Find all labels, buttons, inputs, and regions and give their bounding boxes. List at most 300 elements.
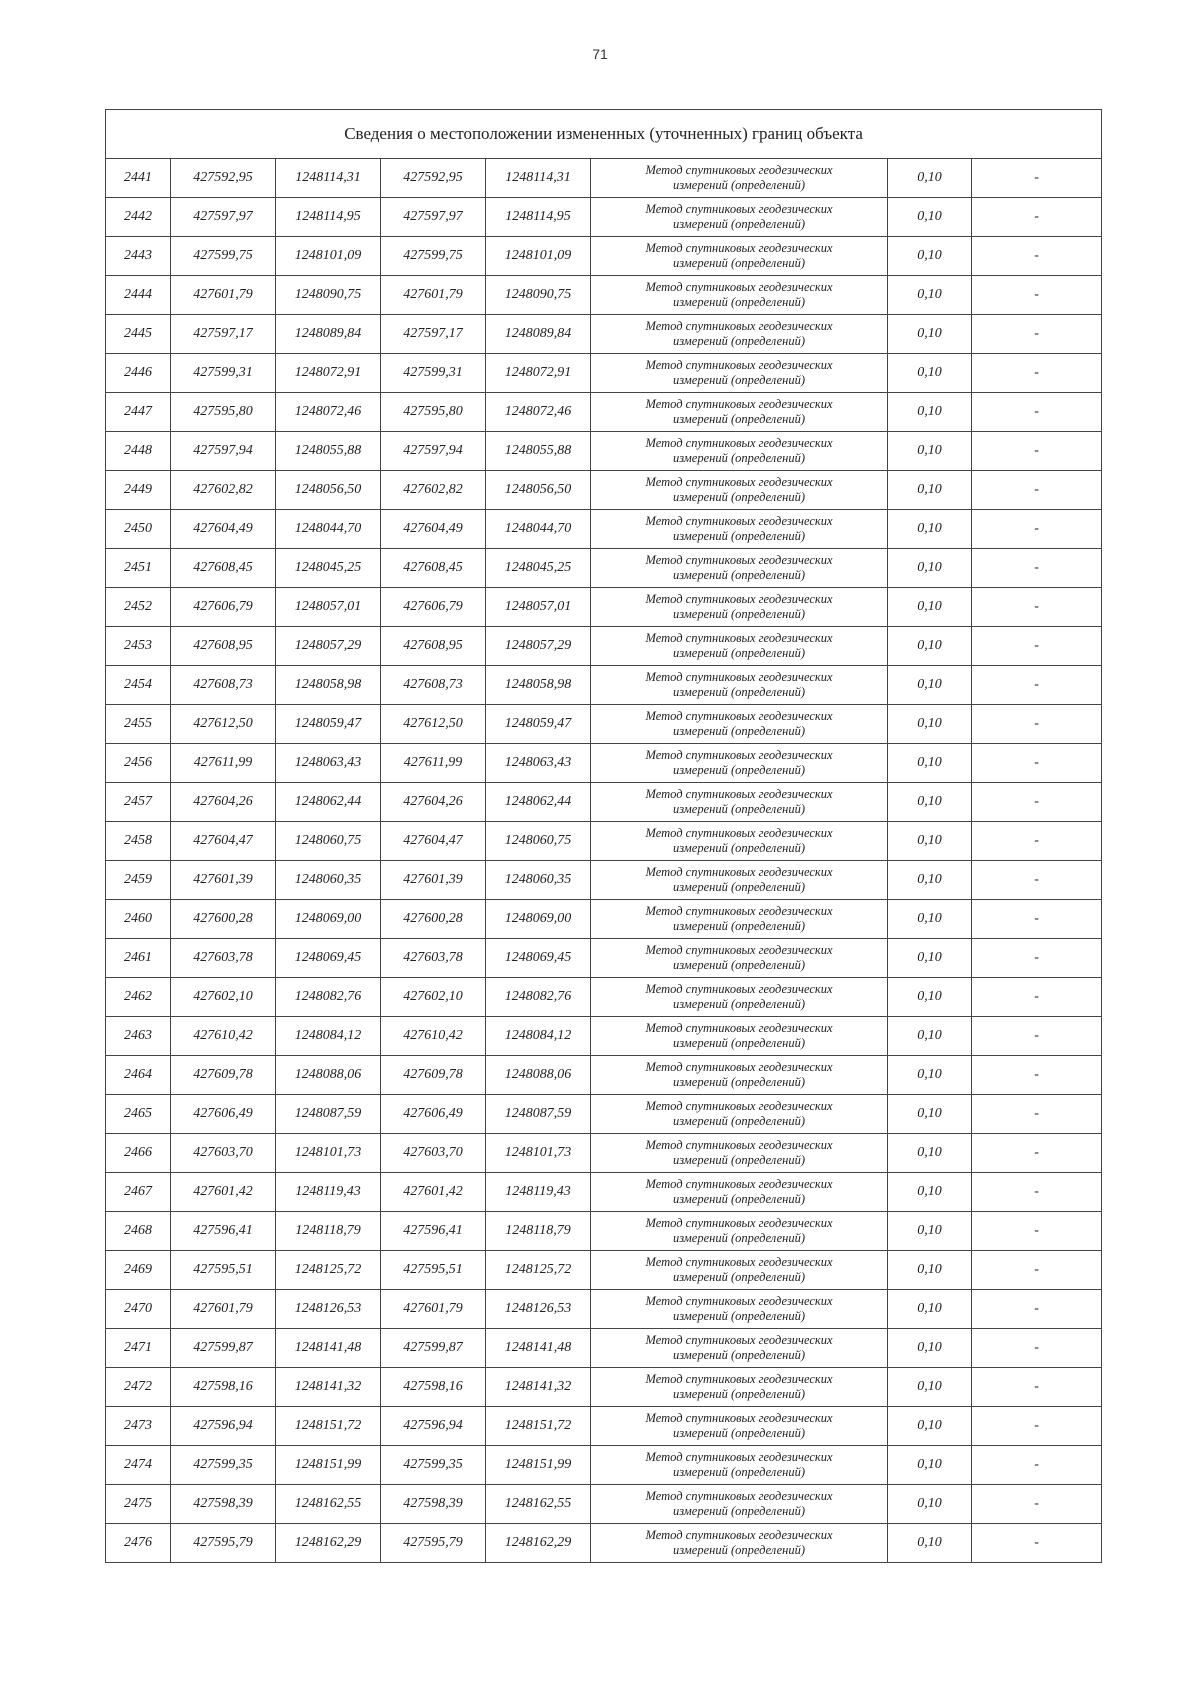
y-existing-cell: 1248056,50	[276, 471, 381, 510]
method-line1: Метод спутниковых геодезических	[645, 1372, 833, 1386]
y-new-cell: 1248090,75	[486, 276, 591, 315]
y-new-cell: 1248044,70	[486, 510, 591, 549]
x-new-cell: 427611,99	[381, 744, 486, 783]
table-row	[106, 978, 1102, 1017]
y-existing-cell: 1248090,75	[276, 276, 381, 315]
y-existing-cell: 1248072,91	[276, 354, 381, 393]
method-line2: измерений (определений)	[672, 1387, 805, 1401]
y-existing-cell: 1248162,55	[276, 1485, 381, 1524]
x-existing-cell: 427603,78	[171, 939, 276, 978]
table-row	[106, 471, 1102, 510]
point-number-cell: 2468	[106, 1212, 171, 1251]
method-line1: Метод спутниковых геодезических	[645, 1333, 833, 1347]
method-line1: Метод спутниковых геодезических	[645, 865, 833, 879]
method-cell	[591, 1407, 888, 1446]
method-cell	[591, 588, 888, 627]
y-existing-cell: 1248114,95	[276, 198, 381, 237]
x-existing-cell: 427603,70	[171, 1134, 276, 1173]
method-cell	[591, 705, 888, 744]
y-existing-cell: 1248062,44	[276, 783, 381, 822]
method-line1: Метод спутниковых геодезических	[645, 163, 833, 177]
point-number-cell: 2457	[106, 783, 171, 822]
method-line2: измерений (определений)	[672, 1543, 805, 1557]
x-existing-cell: 427606,79	[171, 588, 276, 627]
method-line1: Метод спутниковых геодезических	[645, 826, 833, 840]
method-line1: Метод спутниковых геодезических	[645, 397, 833, 411]
y-new-cell: 1248114,95	[486, 198, 591, 237]
x-new-cell: 427601,79	[381, 276, 486, 315]
method-line1: Метод спутниковых геодезических	[645, 1138, 833, 1152]
method-cell	[591, 393, 888, 432]
method-line2: измерений (определений)	[672, 1075, 805, 1089]
y-new-cell: 1248060,75	[486, 822, 591, 861]
note-cell: -	[972, 1524, 1102, 1563]
method-cell	[591, 744, 888, 783]
x-new-cell: 427599,87	[381, 1329, 486, 1368]
table-row	[106, 1017, 1102, 1056]
accuracy-cell: 0,10	[888, 705, 972, 744]
y-existing-cell: 1248126,53	[276, 1290, 381, 1329]
x-new-cell: 427610,42	[381, 1017, 486, 1056]
point-number-cell: 2465	[106, 1095, 171, 1134]
note-cell: -	[972, 1095, 1102, 1134]
accuracy-cell: 0,10	[888, 354, 972, 393]
point-number-cell: 2444	[106, 276, 171, 315]
y-new-cell: 1248125,72	[486, 1251, 591, 1290]
method-line2: измерений (определений)	[672, 451, 805, 465]
table-row	[106, 588, 1102, 627]
method-cell	[591, 1446, 888, 1485]
x-new-cell: 427602,82	[381, 471, 486, 510]
table-row	[106, 822, 1102, 861]
note-cell: -	[972, 978, 1102, 1017]
note-cell: -	[972, 1407, 1102, 1446]
note-cell: -	[972, 1212, 1102, 1251]
method-line2: измерений (определений)	[672, 763, 805, 777]
method-line2: измерений (определений)	[672, 1036, 805, 1050]
method-line1: Метод спутниковых геодезических	[645, 1255, 833, 1269]
note-cell: -	[972, 861, 1102, 900]
x-existing-cell: 427608,95	[171, 627, 276, 666]
method-cell	[591, 978, 888, 1017]
method-cell	[591, 861, 888, 900]
method-line2: измерений (определений)	[672, 295, 805, 309]
note-cell: -	[972, 1290, 1102, 1329]
point-number-cell: 2473	[106, 1407, 171, 1446]
y-existing-cell: 1248057,29	[276, 627, 381, 666]
point-number-cell: 2455	[106, 705, 171, 744]
point-number-cell: 2464	[106, 1056, 171, 1095]
point-number-cell: 2470	[106, 1290, 171, 1329]
method-line2: измерений (определений)	[672, 1192, 805, 1206]
method-cell	[591, 510, 888, 549]
method-line1: Метод спутниковых геодезических	[645, 1060, 833, 1074]
y-existing-cell: 1248101,09	[276, 237, 381, 276]
method-line2: измерений (определений)	[672, 217, 805, 231]
y-existing-cell: 1248055,88	[276, 432, 381, 471]
x-existing-cell: 427596,94	[171, 1407, 276, 1446]
method-line2: измерений (определений)	[672, 1465, 805, 1479]
y-new-cell: 1248059,47	[486, 705, 591, 744]
note-cell: -	[972, 939, 1102, 978]
x-existing-cell: 427599,31	[171, 354, 276, 393]
method-line1: Метод спутниковых геодезических	[645, 1216, 833, 1230]
note-cell: -	[972, 198, 1102, 237]
x-existing-cell: 427606,49	[171, 1095, 276, 1134]
method-line2: измерений (определений)	[672, 802, 805, 816]
accuracy-cell: 0,10	[888, 627, 972, 666]
y-new-cell: 1248118,79	[486, 1212, 591, 1251]
y-existing-cell: 1248101,73	[276, 1134, 381, 1173]
x-new-cell: 427599,35	[381, 1446, 486, 1485]
point-number-cell: 2474	[106, 1446, 171, 1485]
point-number-cell: 2441	[106, 159, 171, 198]
method-line2: измерений (определений)	[672, 1504, 805, 1518]
x-new-cell: 427595,79	[381, 1524, 486, 1563]
point-number-cell: 2456	[106, 744, 171, 783]
table-row	[106, 783, 1102, 822]
method-line1: Метод спутниковых геодезических	[645, 1021, 833, 1035]
x-new-cell: 427606,79	[381, 588, 486, 627]
y-new-cell: 1248082,76	[486, 978, 591, 1017]
method-cell	[591, 159, 888, 198]
y-new-cell: 1248058,98	[486, 666, 591, 705]
method-line1: Метод спутниковых геодезических	[645, 592, 833, 606]
x-existing-cell: 427611,99	[171, 744, 276, 783]
y-new-cell: 1248056,50	[486, 471, 591, 510]
table-row	[106, 861, 1102, 900]
note-cell: -	[972, 627, 1102, 666]
x-new-cell: 427601,79	[381, 1290, 486, 1329]
y-new-cell: 1248062,44	[486, 783, 591, 822]
x-existing-cell: 427601,42	[171, 1173, 276, 1212]
method-cell	[591, 939, 888, 978]
method-line1: Метод спутниковых геодезических	[645, 514, 833, 528]
note-cell: -	[972, 1251, 1102, 1290]
table-row	[106, 744, 1102, 783]
y-existing-cell: 1248088,06	[276, 1056, 381, 1095]
table-row	[106, 237, 1102, 276]
note-cell: -	[972, 705, 1102, 744]
table-row	[106, 1485, 1102, 1524]
note-cell: -	[972, 237, 1102, 276]
point-number-cell: 2467	[106, 1173, 171, 1212]
x-existing-cell: 427604,47	[171, 822, 276, 861]
y-existing-cell: 1248060,35	[276, 861, 381, 900]
accuracy-cell: 0,10	[888, 861, 972, 900]
method-line1: Метод спутниковых геодезических	[645, 787, 833, 801]
method-cell	[591, 1095, 888, 1134]
table-row	[106, 1446, 1102, 1485]
table-row	[106, 276, 1102, 315]
x-new-cell: 427592,95	[381, 159, 486, 198]
table-row	[106, 354, 1102, 393]
y-new-cell: 1248162,55	[486, 1485, 591, 1524]
y-existing-cell: 1248087,59	[276, 1095, 381, 1134]
point-number-cell: 2466	[106, 1134, 171, 1173]
method-line2: измерений (определений)	[672, 685, 805, 699]
y-existing-cell: 1248141,48	[276, 1329, 381, 1368]
method-line1: Метод спутниковых геодезических	[645, 1177, 833, 1191]
method-line1: Метод спутниковых геодезических	[645, 280, 833, 294]
method-line1: Метод спутниковых геодезических	[645, 319, 833, 333]
note-cell: -	[972, 393, 1102, 432]
table-row	[106, 1407, 1102, 1446]
x-existing-cell: 427601,79	[171, 1290, 276, 1329]
point-number-cell: 2460	[106, 900, 171, 939]
y-existing-cell: 1248151,99	[276, 1446, 381, 1485]
point-number-cell: 2472	[106, 1368, 171, 1407]
method-line2: измерений (определений)	[672, 256, 805, 270]
y-new-cell: 1248141,32	[486, 1368, 591, 1407]
y-new-cell: 1248151,99	[486, 1446, 591, 1485]
y-existing-cell: 1248118,79	[276, 1212, 381, 1251]
x-new-cell: 427596,41	[381, 1212, 486, 1251]
note-cell: -	[972, 1329, 1102, 1368]
accuracy-cell: 0,10	[888, 1524, 972, 1563]
method-line2: измерений (определений)	[672, 568, 805, 582]
x-new-cell: 427608,73	[381, 666, 486, 705]
table-row	[106, 627, 1102, 666]
accuracy-cell: 0,10	[888, 159, 972, 198]
x-new-cell: 427597,17	[381, 315, 486, 354]
x-new-cell: 427596,94	[381, 1407, 486, 1446]
point-number-cell: 2449	[106, 471, 171, 510]
note-cell: -	[972, 471, 1102, 510]
accuracy-cell: 0,10	[888, 588, 972, 627]
method-cell	[591, 1251, 888, 1290]
x-new-cell: 427604,47	[381, 822, 486, 861]
note-cell: -	[972, 900, 1102, 939]
point-number-cell: 2448	[106, 432, 171, 471]
method-line2: измерений (определений)	[672, 841, 805, 855]
method-line2: измерений (определений)	[672, 334, 805, 348]
table-row	[106, 1095, 1102, 1134]
method-line1: Метод спутниковых геодезических	[645, 631, 833, 645]
x-existing-cell: 427608,45	[171, 549, 276, 588]
method-line1: Метод спутниковых геодезических	[645, 670, 833, 684]
x-existing-cell: 427595,79	[171, 1524, 276, 1563]
x-new-cell: 427608,95	[381, 627, 486, 666]
point-number-cell: 2469	[106, 1251, 171, 1290]
note-cell: -	[972, 1485, 1102, 1524]
accuracy-cell: 0,10	[888, 1056, 972, 1095]
point-number-cell: 2459	[106, 861, 171, 900]
x-existing-cell: 427598,39	[171, 1485, 276, 1524]
method-line1: Метод спутниковых геодезических	[645, 1294, 833, 1308]
method-line2: измерений (определений)	[672, 1231, 805, 1245]
point-number-cell: 2446	[106, 354, 171, 393]
table-row	[106, 666, 1102, 705]
y-existing-cell: 1248084,12	[276, 1017, 381, 1056]
y-existing-cell: 1248141,32	[276, 1368, 381, 1407]
x-existing-cell: 427600,28	[171, 900, 276, 939]
point-number-cell: 2462	[106, 978, 171, 1017]
method-cell	[591, 315, 888, 354]
method-line2: измерений (определений)	[672, 1270, 805, 1284]
accuracy-cell: 0,10	[888, 939, 972, 978]
method-line2: измерений (определений)	[672, 1153, 805, 1167]
accuracy-cell: 0,10	[888, 1368, 972, 1407]
method-cell	[591, 1290, 888, 1329]
x-new-cell: 427601,42	[381, 1173, 486, 1212]
x-new-cell: 427599,75	[381, 237, 486, 276]
accuracy-cell: 0,10	[888, 549, 972, 588]
method-cell	[591, 1017, 888, 1056]
method-line2: измерений (определений)	[672, 1309, 805, 1323]
point-number-cell: 2475	[106, 1485, 171, 1524]
note-cell: -	[972, 510, 1102, 549]
table-row	[106, 1173, 1102, 1212]
x-new-cell: 427601,39	[381, 861, 486, 900]
method-cell	[591, 1134, 888, 1173]
x-existing-cell: 427599,87	[171, 1329, 276, 1368]
point-number-cell: 2452	[106, 588, 171, 627]
point-number-cell: 2451	[106, 549, 171, 588]
method-line2: измерений (определений)	[672, 724, 805, 738]
method-line1: Метод спутниковых геодезических	[645, 748, 833, 762]
method-line1: Метод спутниковых геодезических	[645, 475, 833, 489]
point-number-cell: 2458	[106, 822, 171, 861]
method-line2: измерений (определений)	[672, 607, 805, 621]
y-existing-cell: 1248114,31	[276, 159, 381, 198]
y-existing-cell: 1248119,43	[276, 1173, 381, 1212]
accuracy-cell: 0,10	[888, 510, 972, 549]
table-row	[106, 1524, 1102, 1563]
method-cell	[591, 783, 888, 822]
x-existing-cell: 427597,97	[171, 198, 276, 237]
accuracy-cell: 0,10	[888, 744, 972, 783]
method-line2: измерений (определений)	[672, 1348, 805, 1362]
x-new-cell: 427598,16	[381, 1368, 486, 1407]
table-row	[106, 900, 1102, 939]
x-new-cell: 427606,49	[381, 1095, 486, 1134]
accuracy-cell: 0,10	[888, 1485, 972, 1524]
x-existing-cell: 427602,10	[171, 978, 276, 1017]
method-cell	[591, 1524, 888, 1563]
x-existing-cell: 427608,73	[171, 666, 276, 705]
table-row	[106, 939, 1102, 978]
accuracy-cell: 0,10	[888, 198, 972, 237]
method-cell	[591, 237, 888, 276]
method-line2: измерений (определений)	[672, 958, 805, 972]
table-row	[106, 1290, 1102, 1329]
y-existing-cell: 1248045,25	[276, 549, 381, 588]
y-new-cell: 1248072,91	[486, 354, 591, 393]
accuracy-cell: 0,10	[888, 822, 972, 861]
x-existing-cell: 427612,50	[171, 705, 276, 744]
x-new-cell: 427598,39	[381, 1485, 486, 1524]
x-new-cell: 427602,10	[381, 978, 486, 1017]
point-number-cell: 2442	[106, 198, 171, 237]
note-cell: -	[972, 1446, 1102, 1485]
y-new-cell: 1248101,73	[486, 1134, 591, 1173]
note-cell: -	[972, 1134, 1102, 1173]
method-line1: Метод спутниковых геодезических	[645, 553, 833, 567]
x-new-cell: 427595,51	[381, 1251, 486, 1290]
method-cell	[591, 822, 888, 861]
method-line1: Метод спутниковых геодезических	[645, 241, 833, 255]
point-number-cell: 2476	[106, 1524, 171, 1563]
accuracy-cell: 0,10	[888, 666, 972, 705]
method-cell	[591, 1329, 888, 1368]
note-cell: -	[972, 783, 1102, 822]
x-new-cell: 427604,49	[381, 510, 486, 549]
x-existing-cell: 427599,75	[171, 237, 276, 276]
method-line1: Метод спутниковых геодезических	[645, 1528, 833, 1542]
method-line2: измерений (определений)	[672, 919, 805, 933]
y-new-cell: 1248087,59	[486, 1095, 591, 1134]
method-line1: Метод спутниковых геодезических	[645, 904, 833, 918]
y-existing-cell: 1248082,76	[276, 978, 381, 1017]
accuracy-cell: 0,10	[888, 978, 972, 1017]
y-new-cell: 1248101,09	[486, 237, 591, 276]
x-existing-cell: 427592,95	[171, 159, 276, 198]
table-row	[106, 198, 1102, 237]
y-existing-cell: 1248063,43	[276, 744, 381, 783]
method-line1: Метод спутниковых геодезических	[645, 436, 833, 450]
y-new-cell: 1248072,46	[486, 393, 591, 432]
table-row	[106, 1329, 1102, 1368]
method-line2: измерений (определений)	[672, 412, 805, 426]
y-new-cell: 1248045,25	[486, 549, 591, 588]
method-line2: измерений (определений)	[672, 373, 805, 387]
x-new-cell: 427595,80	[381, 393, 486, 432]
accuracy-cell: 0,10	[888, 1134, 972, 1173]
method-line1: Метод спутниковых геодезических	[645, 982, 833, 996]
y-existing-cell: 1248060,75	[276, 822, 381, 861]
method-cell	[591, 432, 888, 471]
x-new-cell: 427604,26	[381, 783, 486, 822]
method-cell	[591, 1173, 888, 1212]
x-new-cell: 427609,78	[381, 1056, 486, 1095]
point-number-cell: 2450	[106, 510, 171, 549]
method-line2: измерений (определений)	[672, 997, 805, 1011]
x-new-cell: 427597,97	[381, 198, 486, 237]
method-cell	[591, 1212, 888, 1251]
method-line2: измерений (определений)	[672, 1426, 805, 1440]
method-cell	[591, 1056, 888, 1095]
note-cell: -	[972, 822, 1102, 861]
x-existing-cell: 427595,51	[171, 1251, 276, 1290]
accuracy-cell: 0,10	[888, 1212, 972, 1251]
y-new-cell: 1248114,31	[486, 159, 591, 198]
note-cell: -	[972, 549, 1102, 588]
x-new-cell: 427612,50	[381, 705, 486, 744]
method-cell	[591, 276, 888, 315]
y-existing-cell: 1248162,29	[276, 1524, 381, 1563]
point-number-cell: 2471	[106, 1329, 171, 1368]
note-cell: -	[972, 1173, 1102, 1212]
table-row	[106, 1056, 1102, 1095]
y-new-cell: 1248055,88	[486, 432, 591, 471]
note-cell: -	[972, 159, 1102, 198]
note-cell: -	[972, 1056, 1102, 1095]
table-row	[106, 1212, 1102, 1251]
x-existing-cell: 427599,35	[171, 1446, 276, 1485]
method-line2: измерений (определений)	[672, 529, 805, 543]
y-new-cell: 1248084,12	[486, 1017, 591, 1056]
y-new-cell: 1248057,01	[486, 588, 591, 627]
accuracy-cell: 0,10	[888, 432, 972, 471]
x-existing-cell: 427609,78	[171, 1056, 276, 1095]
accuracy-cell: 0,10	[888, 1446, 972, 1485]
y-new-cell: 1248063,43	[486, 744, 591, 783]
method-line2: измерений (определений)	[672, 646, 805, 660]
y-existing-cell: 1248089,84	[276, 315, 381, 354]
y-existing-cell: 1248044,70	[276, 510, 381, 549]
table-row	[106, 1134, 1102, 1173]
